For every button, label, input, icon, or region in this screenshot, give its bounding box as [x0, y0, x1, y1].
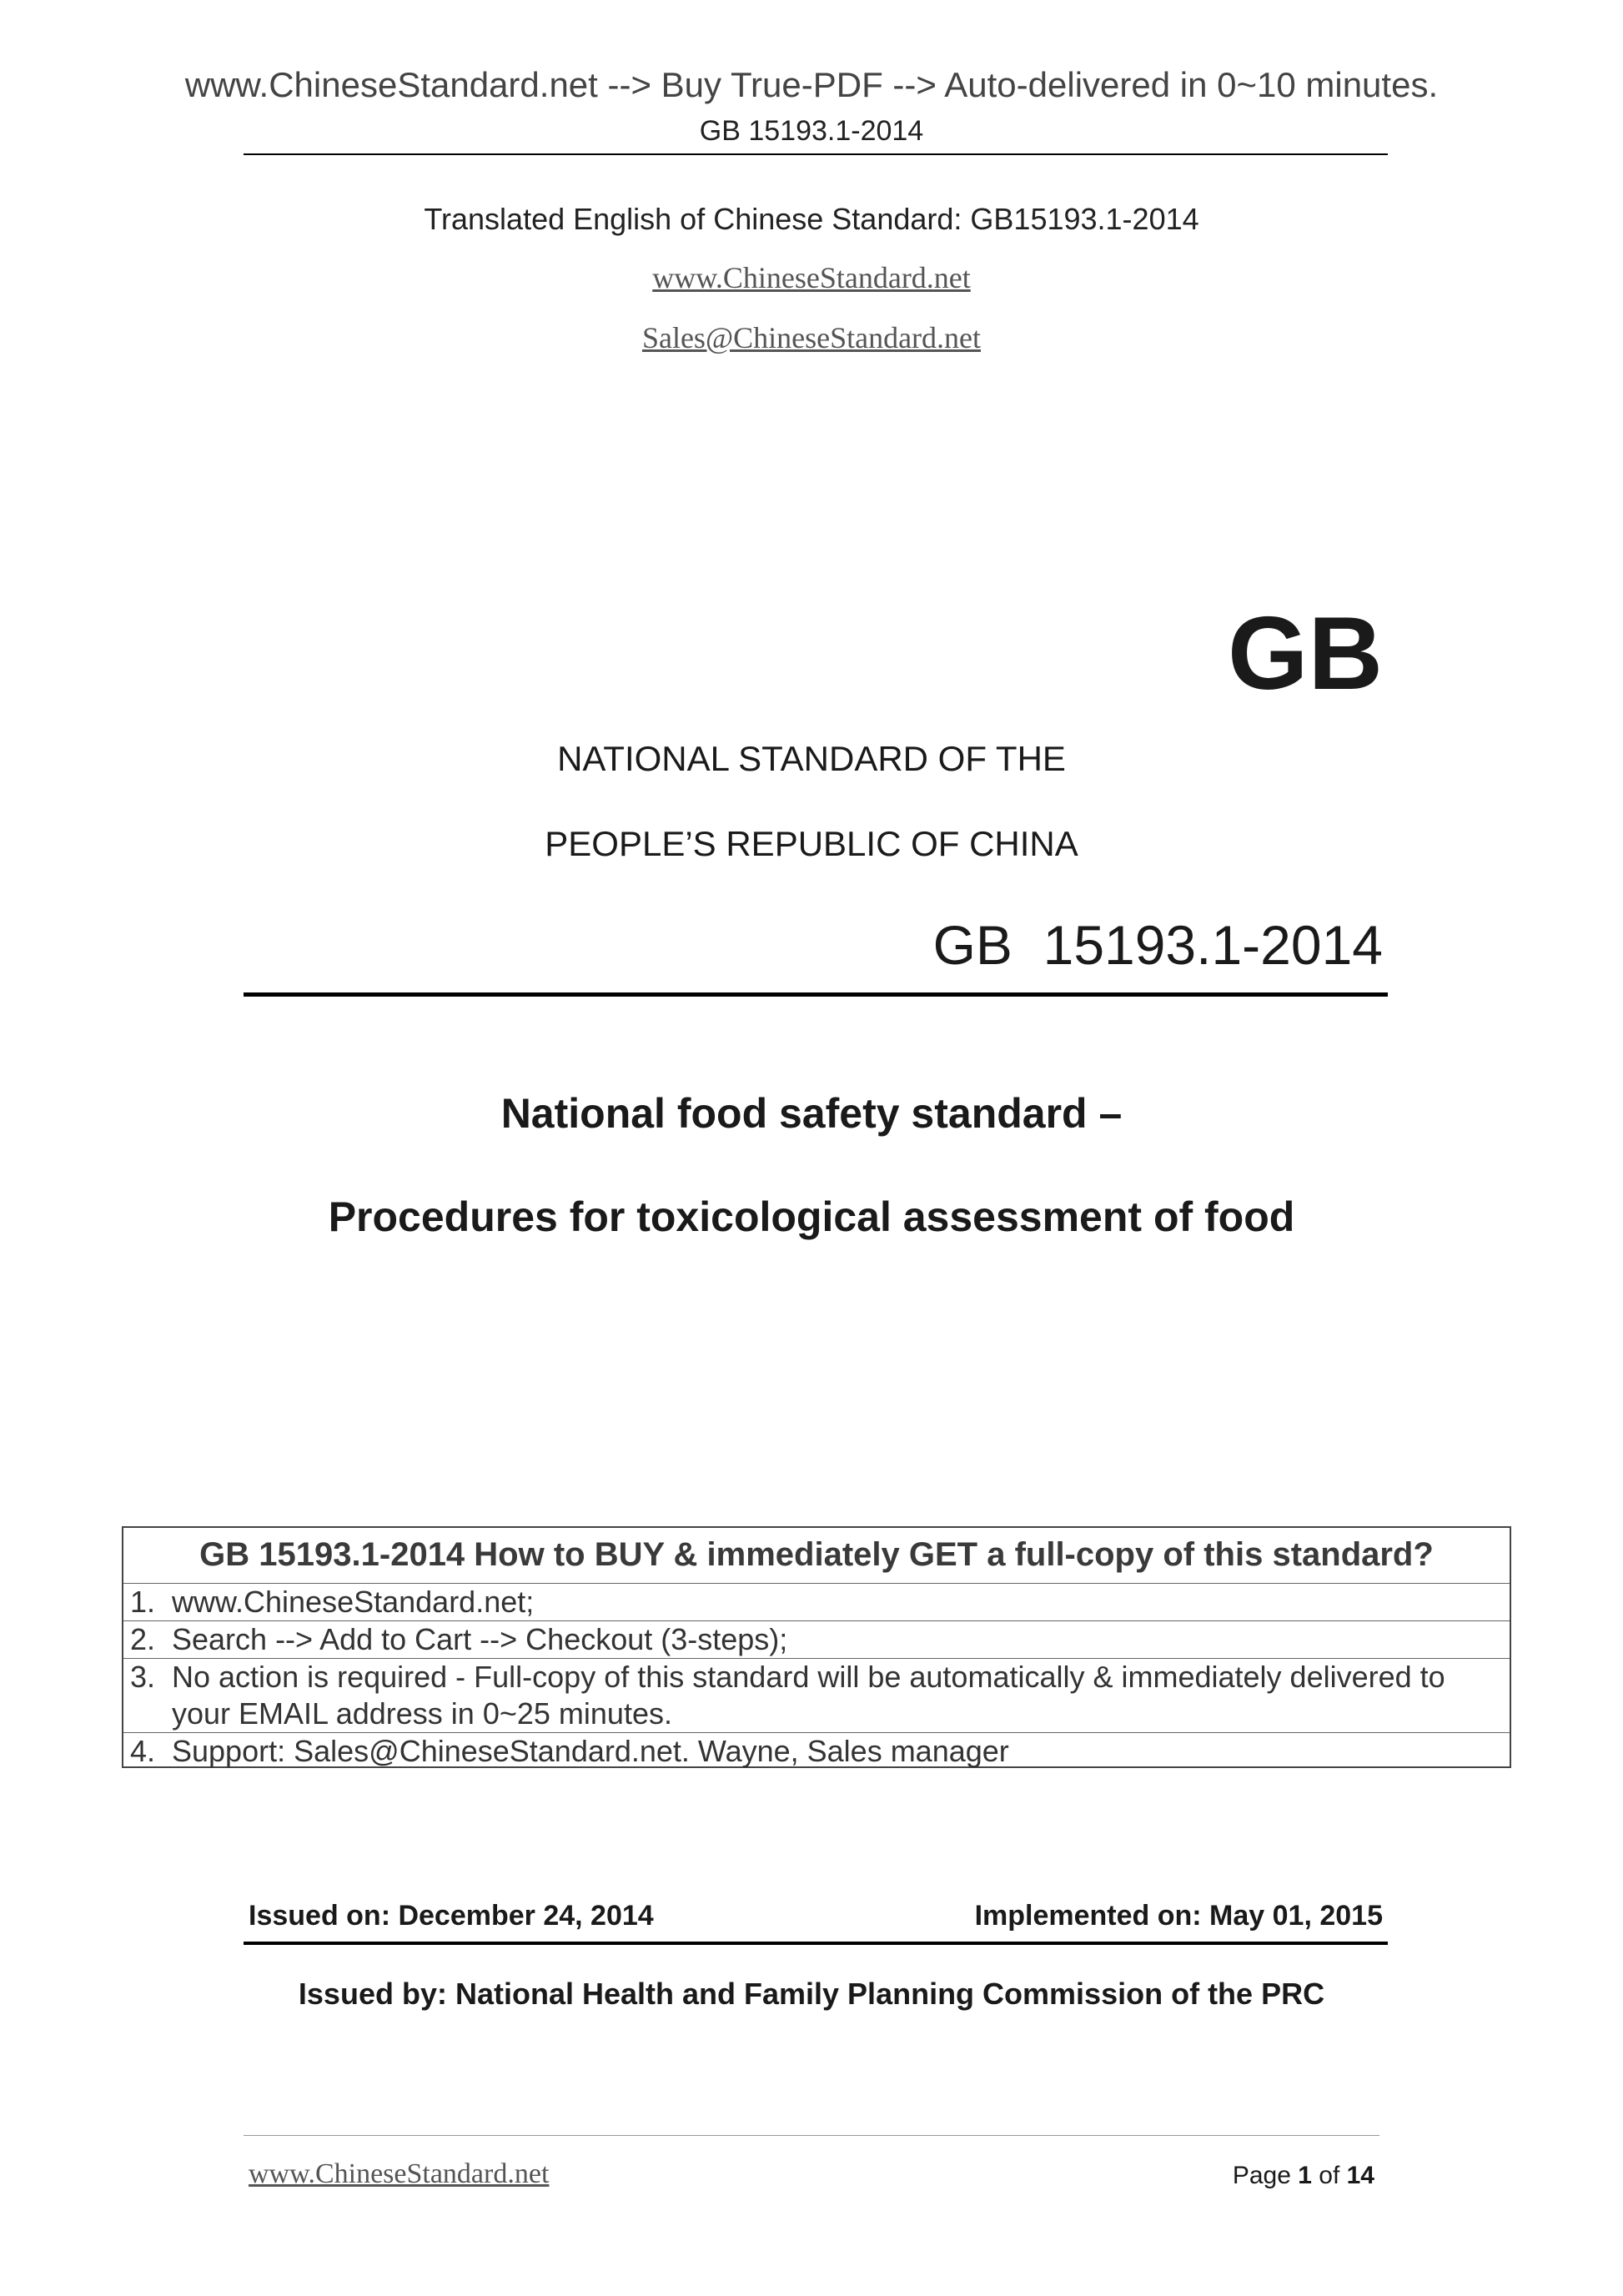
site-banner: www.ChineseStandard.net --> Buy True-PDF --> Auto-delivered in 0~10 minutes. [184, 65, 1439, 104]
email-link-text[interactable]: Sales@ChineseStandard.net [641, 321, 982, 354]
site-link-text[interactable]: www.ChineseStandard.net [652, 261, 971, 294]
email-link[interactable] [0, 320, 1623, 355]
code-rule [244, 992, 1388, 997]
dates-rule [244, 1942, 1388, 1945]
header-rule [244, 153, 1388, 155]
purchase-box-title: GB 15193.1-2014 How to BUY & immediately GET a full-copy of this standard? [199, 1536, 1434, 1573]
purchase-step [123, 1732, 1510, 1770]
step-number: 2. [130, 1622, 156, 1656]
header-doc-id: GB 15193.1-2014 [699, 115, 924, 147]
standard-code [932, 914, 1383, 976]
purchase-step [123, 1658, 1510, 1732]
standard-code-text: GB 15193.1-2014 [932, 914, 1383, 976]
step-text: Support: Sales@ChineseStandard.net. Wayne, Sales manager [172, 1734, 1009, 1768]
step-number: 1. [130, 1585, 156, 1619]
page-current: 1 [1298, 2162, 1312, 2189]
footer-link[interactable] [249, 2158, 549, 2190]
national-standard-line-2: PEOPLE’S REPUBLIC OF CHINA [545, 824, 1078, 863]
national-standard-line-1: NATIONAL STANDARD OF THE [557, 739, 1066, 778]
page-total: 14 [1346, 2162, 1374, 2189]
page-number [1233, 2162, 1374, 2190]
issuer: Issued by: National Health and Family Planning Commission of the PRC [298, 1977, 1325, 2011]
purchase-step [123, 1620, 1510, 1658]
document-title-line-2: Procedures for toxicological assessment of food [328, 1193, 1295, 1240]
issued-on-date: Issued on: December 24, 2014 [249, 1900, 654, 1932]
translated-title: Translated English of Chinese Standard: GB15193.1-2014 [424, 202, 1199, 236]
site-link[interactable] [0, 260, 1623, 295]
step-text[interactable]: www.ChineseStandard.net; [172, 1585, 535, 1619]
purchase-step [123, 1583, 1510, 1620]
step-number: 3. [130, 1660, 156, 1694]
page-prefix: Page [1232, 2162, 1299, 2189]
step-text: Search --> Add to Cart --> Checkout (3-steps); [172, 1622, 788, 1656]
document-title-line-1: National food safety standard – [500, 1090, 1123, 1137]
step-text: No action is required - Full-copy of this standard will be automatically & immediately delivered to [172, 1660, 1445, 1694]
page-mid: of [1311, 2162, 1347, 2189]
gb-logo: GB [1228, 596, 1383, 711]
purchase-info-box [122, 1526, 1511, 1768]
purchase-steps-list [123, 1583, 1510, 1770]
footer-link-text[interactable]: www.ChineseStandard.net [249, 2158, 550, 2189]
footer-rule [244, 2135, 1379, 2136]
step-text-continued: your EMAIL address in 0~25 minutes. [172, 1696, 672, 1731]
implemented-on-date: Implemented on: May 01, 2015 [974, 1900, 1383, 1932]
step-number: 4. [130, 1734, 156, 1768]
